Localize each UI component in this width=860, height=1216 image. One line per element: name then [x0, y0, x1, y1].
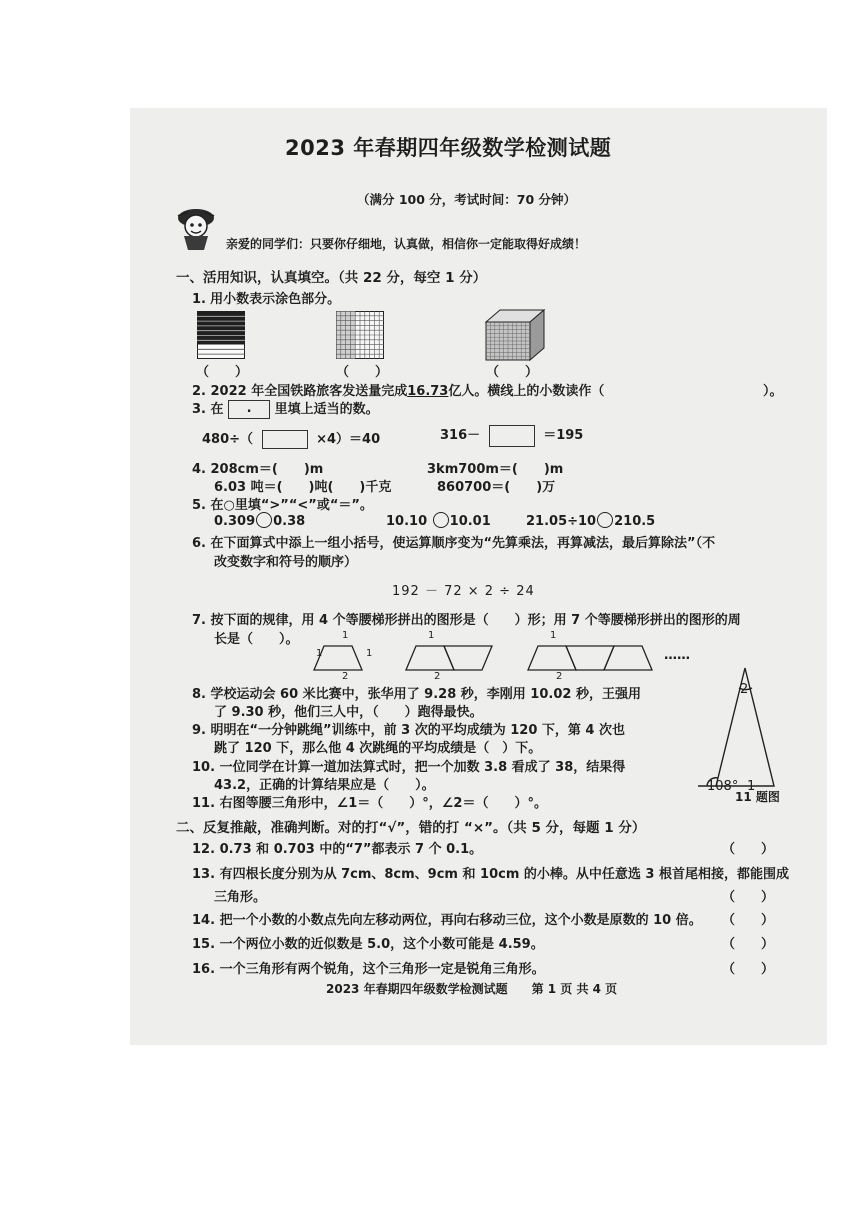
exam-paper [130, 108, 827, 1045]
q5-circle-c[interactable] [597, 512, 613, 528]
q1-figure-grid [336, 311, 384, 359]
q4-row1: 4. 208cm＝( )m [192, 462, 324, 477]
q4-b: 3km700m＝( )m [427, 462, 564, 477]
q11-figure-caption: 11 题图 [735, 790, 780, 804]
exam-subtitle: （满分 100 分，考试时间：70 分钟） [357, 192, 577, 207]
q5-circle-a[interactable] [256, 512, 272, 528]
q6-line1: 6. 在下面算式中添上一组小括号，使运算顺序变为“先算乘法，再算减法，最后算除法”（不 [192, 536, 716, 551]
q1: 1. 用小数表示涂色部分。 [192, 292, 341, 307]
q2-answer-end[interactable]: ）。 [763, 384, 783, 399]
q1-figure-cube [484, 308, 546, 362]
q7-ellipsis: …… [664, 648, 690, 663]
q11-angle-2-label: 2 [740, 682, 749, 697]
q3: 3. 在 . 里填上适当的数。 [192, 401, 379, 417]
q5-a: 0.309 0.38 [214, 514, 306, 529]
q11-isosceles-triangle [696, 664, 826, 794]
q12: 12. 0.73 和 0.703 中的“7”都表示 7 个 0.1。 [192, 842, 483, 857]
q5-c: 21.05÷10 210.5 [526, 514, 656, 529]
q3-box-b[interactable] [489, 425, 535, 447]
q1-blank-3[interactable]: （ ） [486, 365, 539, 380]
q8-line1: 8. 学校运动会 60 米比赛中，张华用了 9.28 秒，李刚用 10.02 秒，王强用 [192, 687, 641, 702]
q11-angle-108: 108° [707, 779, 739, 794]
q3-example-box: . [228, 400, 270, 419]
q7-label-bottom-2: 2 [434, 671, 441, 682]
q13-line2: 三角形。 [214, 890, 267, 905]
q4-d: 860700＝( )万 [437, 480, 556, 495]
q14-answer[interactable]: （ ） [722, 913, 775, 928]
q1-blank-1[interactable]: （ ） [196, 365, 249, 380]
q15-answer[interactable]: （ ） [722, 937, 775, 952]
q10-line1: 10. 一位同学在计算一道加法算式时，把一个加数 3.8 看成了 38，结果得 [192, 760, 626, 775]
q7-label-side-2: 1 [366, 648, 373, 659]
q5-circle-b[interactable] [433, 512, 449, 528]
q3-equation-a: 480÷（ ×4）＝40 [202, 432, 381, 447]
q7-label-top-1: 1 [342, 630, 349, 641]
q7-label-top-2: 1 [428, 630, 435, 641]
exam-title: 2023 年春期四年级数学检测试题 [285, 136, 612, 160]
q7-line1: 7. 按下面的规律，用 4 个等腰梯形拼出的图形是（ ）形；用 7 个等腰梯形拼出的图形的周 [192, 613, 741, 628]
q7-label-top-3: 1 [550, 630, 557, 641]
q1-blank-2[interactable]: （ ） [336, 365, 389, 380]
mascot-cartoon-icon [174, 206, 218, 252]
q10-line2: 43.2，正确的计算结果应是（ ）。 [214, 778, 435, 793]
q16-answer[interactable]: （ ） [722, 962, 775, 977]
q7-line2: 长是（ ）。 [214, 632, 299, 647]
q11-angle-1-label: 1 [747, 779, 756, 794]
q4-c: 6.03 吨＝( )吨( )千克 [214, 480, 392, 495]
q3-box-a[interactable] [262, 430, 308, 449]
q7-label-bottom-3: 2 [556, 671, 563, 682]
q13-answer[interactable]: （ ） [722, 890, 775, 905]
q3-equation-b: 316－ ＝195 [440, 424, 583, 447]
q1-figure-strips [197, 311, 245, 359]
q13-line1: 13. 有四根长度分别为从 7cm、8cm、9cm 和 10cm 的小棒。从中任意选 3 根首尾相接，都能围成 [192, 867, 789, 882]
q5: 5. 在○里填“>”“<”或“＝”。 [192, 498, 373, 513]
q2: 2. 2022 年全国铁路旅客发送量完成16.73亿人。横线上的小数读作（ [192, 384, 605, 399]
q9-line2: 跳了 120 下，那么他 4 次跳绳的平均成绩是（ ）下。 [214, 741, 542, 756]
q7-label-bottom-1: 2 [342, 671, 349, 682]
q12-answer[interactable]: （ ） [722, 842, 775, 857]
page-footer: 2023 年春期四年级数学检测试题 第 1 页 共 4 页 [326, 982, 618, 996]
q6-line2: 改变数字和符号的顺序） [214, 555, 358, 570]
q15: 15. 一个两位小数的近似数是 5.0，这个小数可能是 4.59。 [192, 937, 544, 952]
q6-expression: 192 － 72 × 2 ÷ 24 [392, 584, 535, 599]
q16: 16. 一个三角形有两个锐角，这个三角形一定是锐角三角形。 [192, 962, 545, 977]
section1-heading: 一、活用知识，认真填空。（共 22 分，每空 1 分） [176, 270, 487, 286]
greeting-text: 亲爱的同学们：只要你仔细地，认真做，相信你一定能取得好成绩！ [226, 237, 587, 251]
q5-b: 10.10 10.01 [386, 514, 491, 529]
q7-label-side-1: 1 [316, 648, 323, 659]
section2-heading: 二、反复推敲，准确判断。对的打“√”，错的打 “×”。（共 5 分，每题 1 分） [176, 820, 646, 836]
q9-line1: 9. 明明在“一分钟跳绳”训练中，前 3 次的平均成绩为 120 下，第 4 次也 [192, 723, 625, 738]
q14: 14. 把一个小数的小数点先向左移动两位，再向右移动三位，这个小数是原数的 10 倍。 [192, 913, 702, 928]
q8-line2: 了 9.30 秒，他们三人中，（ ）跑得最快。 [214, 705, 483, 720]
q11: 11. 右图等腰三角形中，∠1＝（ ）°，∠2＝（ ）°。 [192, 796, 547, 811]
